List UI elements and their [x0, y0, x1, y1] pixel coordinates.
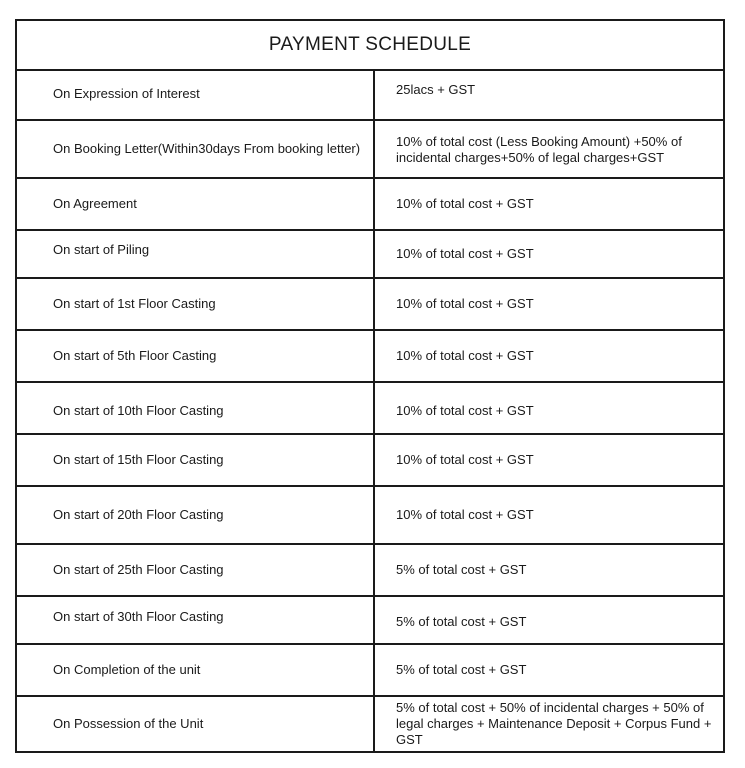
- stage-cell: On start of 30th Floor Casting: [53, 609, 224, 624]
- stage-cell: On Completion of the unit: [53, 662, 201, 677]
- table-row: [17, 71, 723, 121]
- stage-cell: On Booking Letter(Within30days From booking letter): [53, 141, 361, 156]
- table-row: [17, 597, 723, 645]
- table-row: [17, 645, 723, 697]
- stage-cell: On Possession of the Unit: [53, 716, 204, 731]
- table-row: [17, 331, 723, 383]
- payment-schedule-table: [15, 19, 725, 753]
- table-row: [17, 487, 723, 545]
- table-row: [17, 697, 723, 751]
- amount-cell: 10% of total cost (Less Booking Amount) +50% of incidental charges+50% of legal charges+GST: [396, 134, 682, 165]
- table-row: [17, 545, 723, 597]
- table-row: [17, 279, 723, 331]
- stage-cell: On start of 5th Floor Casting: [53, 348, 217, 363]
- amount-cell: 10% of total cost + GST: [396, 452, 534, 467]
- amount-cell: 10% of total cost + GST: [396, 296, 534, 311]
- stage-cell: On start of 15th Floor Casting: [53, 452, 224, 467]
- page-title: PAYMENT SCHEDULE: [17, 21, 723, 71]
- table-row: [17, 121, 723, 179]
- amount-cell: 5% of total cost + GST: [396, 662, 527, 677]
- stage-cell: On Expression of Interest: [53, 86, 200, 101]
- table-row: [17, 231, 723, 279]
- table-row: [17, 179, 723, 231]
- stage-cell: On start of 20th Floor Casting: [53, 507, 224, 522]
- amount-cell: 5% of total cost + GST: [396, 562, 527, 577]
- amount-cell: 5% of total cost + 50% of incidental charges + 50% of legal charges + Maintenance Deposit + Corpus Fund + GST: [396, 700, 712, 747]
- amount-cell: 10% of total cost + GST: [396, 196, 534, 211]
- amount-cell: 10% of total cost + GST: [396, 507, 534, 522]
- amount-cell: 10% of total cost + GST: [396, 403, 534, 418]
- amount-cell: 25lacs + GST: [396, 82, 476, 97]
- stage-cell: On Agreement: [53, 196, 137, 211]
- stage-cell: On start of 25th Floor Casting: [53, 562, 224, 577]
- amount-cell: 10% of total cost + GST: [396, 348, 534, 363]
- stage-cell: On start of 1st Floor Casting: [53, 296, 216, 311]
- stage-cell: On start of Piling: [53, 242, 150, 257]
- table-row: [17, 383, 723, 435]
- stage-cell: On start of 10th Floor Casting: [53, 403, 224, 418]
- table-row: [17, 435, 723, 487]
- amount-cell: 10% of total cost + GST: [396, 246, 534, 261]
- amount-cell: 5% of total cost + GST: [396, 614, 527, 629]
